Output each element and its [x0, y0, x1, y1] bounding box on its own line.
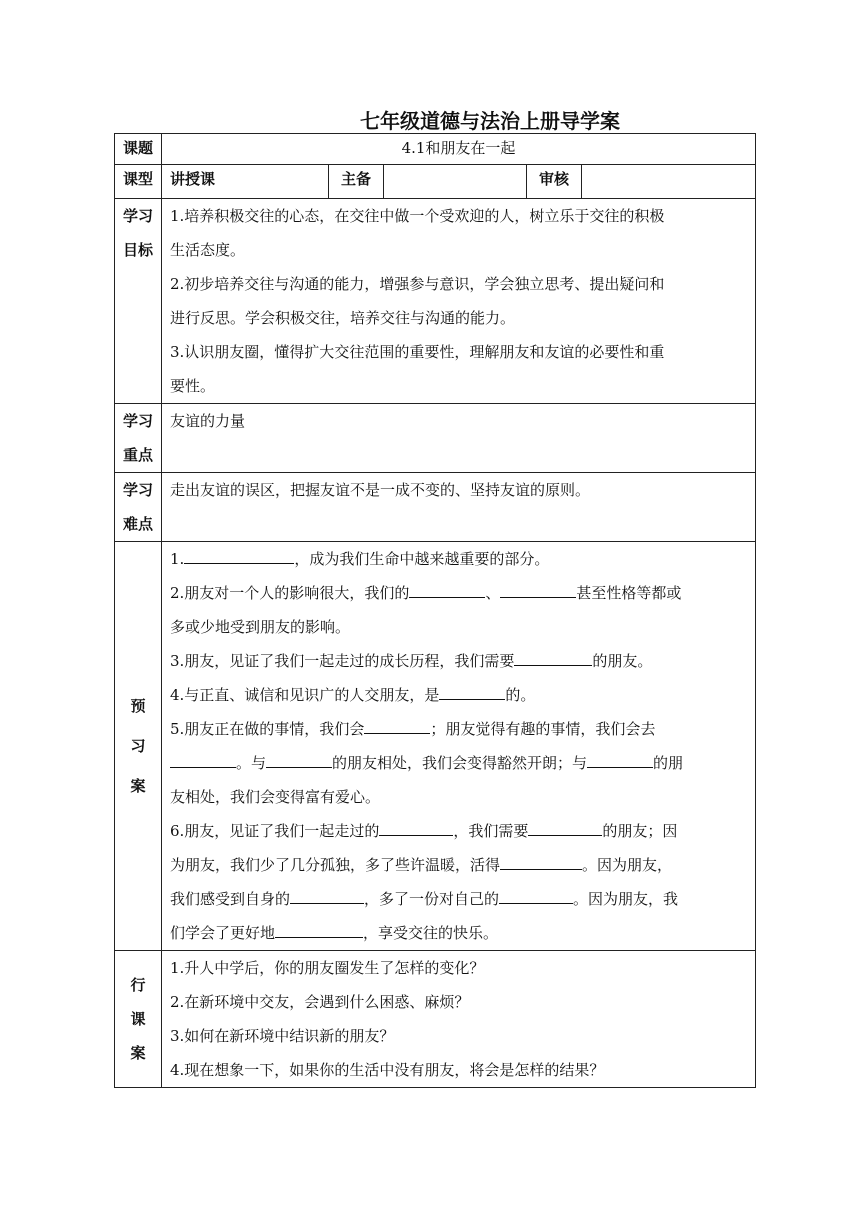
- q-text: 我们感受到自身的: [170, 890, 291, 908]
- review-label: 审核: [527, 165, 582, 199]
- q-text: 6.朋友，见证了我们一起走过的: [170, 822, 380, 840]
- q-text: ，成为我们生命中越来越重要的部分。: [294, 550, 550, 568]
- review-value: [582, 165, 756, 199]
- q-text: ，享受交往的快乐。: [363, 924, 499, 942]
- q-text: 。与: [236, 754, 267, 772]
- row-type: [115, 165, 756, 199]
- row-lesson: [115, 951, 756, 1088]
- fill-blank[interactable]: [439, 681, 505, 700]
- fill-blank[interactable]: [587, 749, 653, 768]
- q-text: 为朋友，我们少了几分孤独，多了些许温暖，活得: [170, 856, 501, 874]
- q-text: 、: [485, 584, 501, 602]
- q-text: 1.: [170, 550, 185, 568]
- difficult-label-line: 学习: [122, 481, 153, 499]
- fill-blank[interactable]: [170, 749, 236, 768]
- preview-label-char: 预: [130, 697, 146, 715]
- q-text: 们学会了更好地: [170, 924, 276, 942]
- key-label-line: 学习: [122, 412, 153, 430]
- preview-q1: [170, 542, 749, 576]
- preview-q2: [170, 576, 749, 610]
- preview-q5b: [170, 746, 749, 780]
- preview-label-char: 习: [130, 737, 146, 755]
- lesson-question: 3.如何在新环境中结识新的朋友？: [170, 1027, 395, 1045]
- main-value: [384, 165, 527, 199]
- fill-blank[interactable]: [275, 919, 363, 938]
- row-key: [115, 404, 756, 473]
- preview-q5a: [170, 712, 749, 746]
- row-topic: [115, 134, 756, 165]
- preview-q6a: [170, 814, 749, 848]
- preview-label: [115, 542, 162, 951]
- fill-blank[interactable]: [514, 647, 592, 666]
- preview-q3: [170, 644, 749, 678]
- key-content: 友谊的力量: [162, 404, 756, 473]
- goal-line: 要性。: [170, 377, 216, 395]
- fill-blank[interactable]: [528, 817, 602, 836]
- topic-label: 课题: [115, 134, 162, 165]
- goals-label-line: 目标: [122, 241, 153, 259]
- fill-blank[interactable]: [184, 545, 294, 564]
- lesson-plan-table: [114, 133, 756, 1088]
- q-text: 2.朋友对一个人的影响很大，我们的: [170, 584, 410, 602]
- q-text: 5.朋友正在做的事情，我们会: [170, 720, 365, 738]
- fill-blank[interactable]: [500, 851, 582, 870]
- lesson-question: 2.在新环境中交友，会遇到什么困惑、麻烦？: [170, 993, 470, 1011]
- q-text: 甚至性格等都或: [576, 584, 682, 602]
- fill-blank[interactable]: [266, 749, 332, 768]
- fill-blank[interactable]: [409, 579, 485, 598]
- goals-label: [115, 199, 162, 404]
- preview-q4: [170, 678, 749, 712]
- preview-q6d: [170, 916, 749, 950]
- lesson-question: 1.升人中学后，你的朋友圈发生了怎样的变化？: [170, 959, 485, 977]
- goals-label-line: 学习: [122, 207, 153, 225]
- q-text: 的朋友。: [592, 652, 653, 670]
- goal-line: 3.认识朋友圈，懂得扩大交往范围的重要性，理解朋友和友谊的必要性和重: [170, 343, 665, 361]
- lesson-label-char: 行: [130, 976, 146, 994]
- fill-blank[interactable]: [379, 817, 453, 836]
- q-text: 。因为朋友，: [582, 856, 673, 874]
- fill-blank[interactable]: [364, 715, 430, 734]
- goals-content: [162, 199, 756, 404]
- topic-value: 4.1和朋友在一起: [162, 134, 756, 165]
- q-text: 的朋: [653, 754, 684, 772]
- key-label-line: 重点: [122, 446, 153, 464]
- preview-q2b: 多或少地受到朋友的影响。: [170, 618, 351, 636]
- q-text: ，多了一份对自己的: [364, 890, 500, 908]
- main-label: 主备: [329, 165, 384, 199]
- lesson-question: 4.现在想象一下，如果你的生活中没有朋友，将会是怎样的结果？: [170, 1061, 605, 1079]
- fill-blank[interactable]: [290, 885, 364, 904]
- goal-line: 生活态度。: [170, 241, 246, 259]
- lesson-label-char: 课: [130, 1010, 146, 1028]
- difficult-content: 走出友谊的误区，把握友谊不是一成不变的、坚持友谊的原则。: [162, 473, 756, 542]
- key-label: [115, 404, 162, 473]
- goal-line: 进行反思。学会积极交往，培养交往与沟通的能力。: [170, 309, 516, 327]
- row-preview: [115, 542, 756, 951]
- lesson-label: [115, 951, 162, 1088]
- q-text: 4.与正直、诚信和见识广的人交朋友，是: [170, 686, 440, 704]
- row-difficult: [115, 473, 756, 542]
- fill-blank[interactable]: [500, 579, 576, 598]
- goal-line: 2.初步培养交往与沟通的能力，增强参与意识，学会独立思考、提出疑问和: [170, 275, 665, 293]
- q-text: ；朋友觉得有趣的事情，我们会去: [430, 720, 656, 738]
- document-title: 七年级道德与法治上册导学案: [360, 109, 620, 133]
- q-text: 3.朋友，见证了我们一起走过的成长历程，我们需要: [170, 652, 515, 670]
- type-value: 讲授课: [162, 165, 329, 199]
- q-text: 的。: [505, 686, 536, 704]
- preview-content: [162, 542, 756, 951]
- type-label: 课型: [115, 165, 162, 199]
- row-goals: [115, 199, 756, 404]
- q-text: 的朋友相处，我们会变得豁然开朗；与: [332, 754, 588, 772]
- preview-q6b: [170, 848, 749, 882]
- lesson-label-char: 案: [130, 1044, 146, 1062]
- preview-q5c: 友相处，我们会变得富有爱心。: [170, 788, 381, 806]
- q-text: 的朋友；因: [602, 822, 678, 840]
- preview-q6c: [170, 882, 749, 916]
- preview-label-char: 案: [130, 777, 146, 795]
- q-text: 。因为朋友，我: [573, 890, 679, 908]
- difficult-label: [115, 473, 162, 542]
- goal-line: 1.培养积极交往的心态，在交往中做一个受欢迎的人，树立乐于交往的积极: [170, 207, 665, 225]
- q-text: ，我们需要: [453, 822, 529, 840]
- fill-blank[interactable]: [499, 885, 573, 904]
- difficult-label-line: 难点: [122, 515, 153, 533]
- lesson-content: [162, 951, 756, 1088]
